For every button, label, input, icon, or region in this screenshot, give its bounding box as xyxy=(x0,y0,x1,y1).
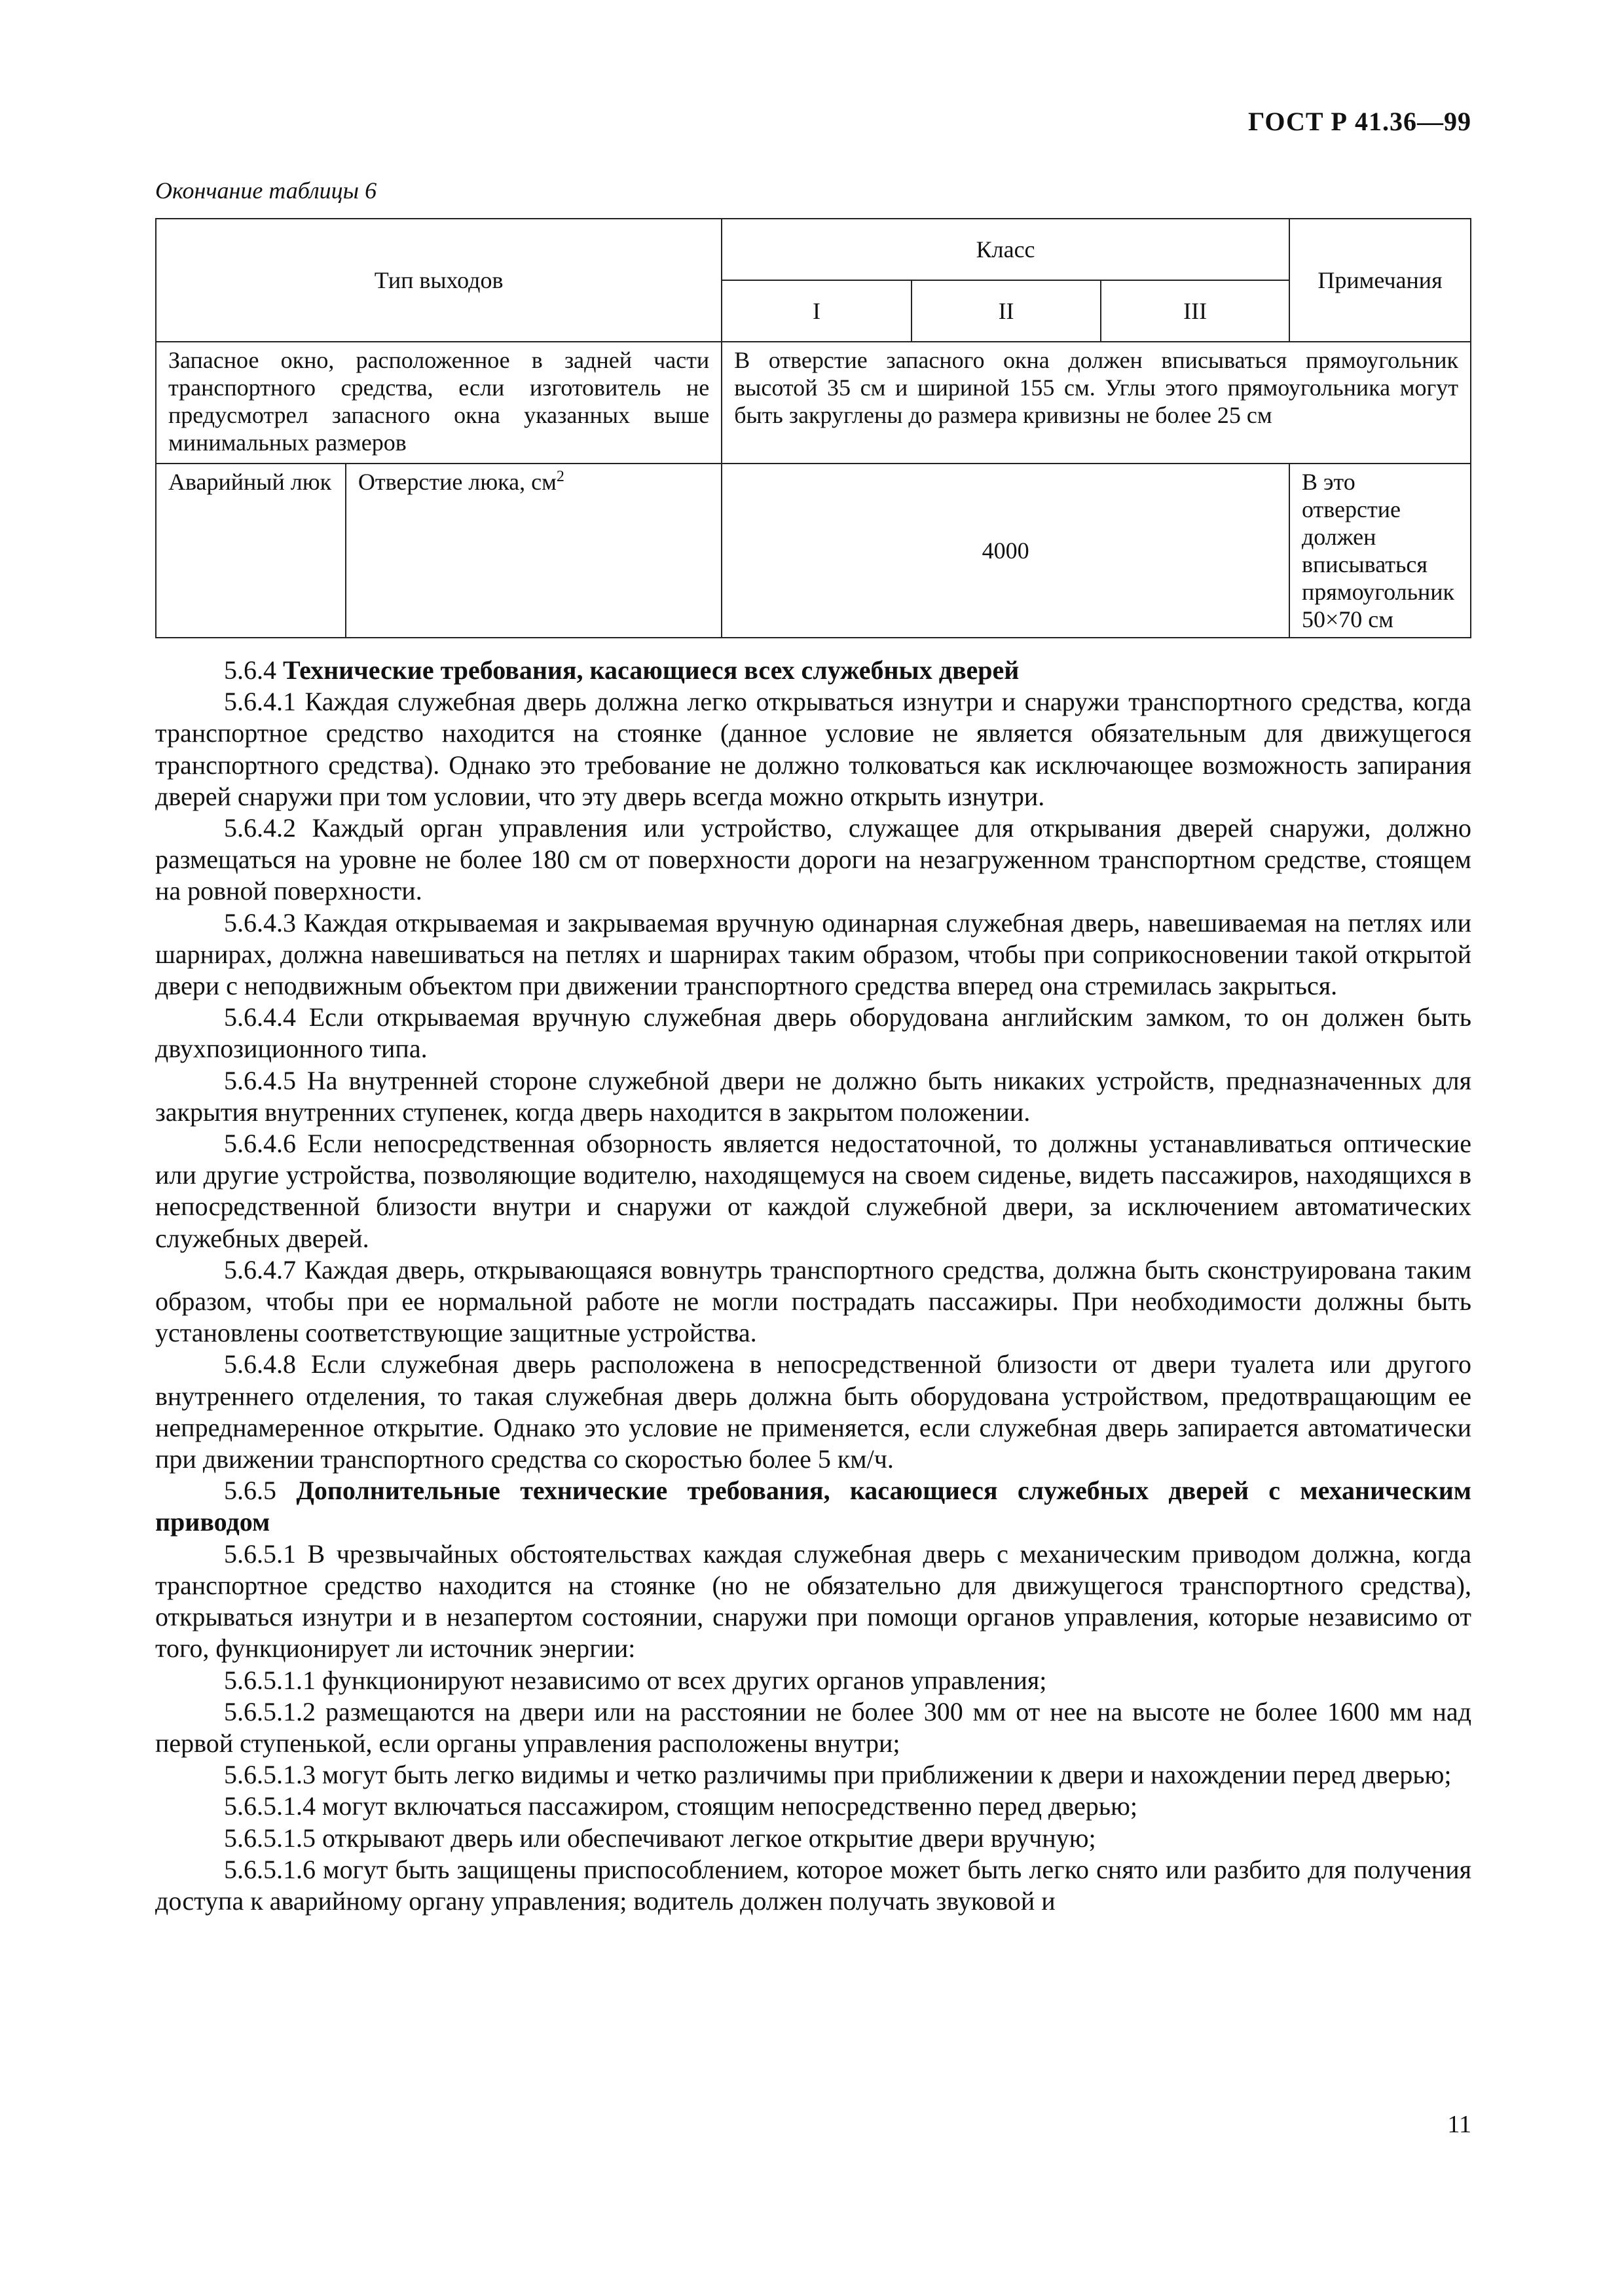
section-5-6-5-title: Дополнительные технические требования, касающиеся служебных дверей с механическим приводом xyxy=(155,1476,1472,1537)
para-5-6-4-2: 5.6.4.2 Каждый орган управления или устройство, служащее для открывания дверей снаружи, должно размещаться на уровне не более 180 см от поверхности дороги на незагруженном транспортном средстве, стоящем на ровной поверхности. xyxy=(155,813,1471,906)
row-hatch-value: 4000 xyxy=(722,464,1289,638)
para-5-6-5-1-2: 5.6.5.1.2 размещаются на двери или на расстоянии не более 300 мм от нее на высоте не более 1600 мм над первой ступенькой, если органы управления расположены внутри; xyxy=(155,1696,1471,1758)
row-emergency-window-spec: В отверстие запасного окна должен вписываться прямоугольник высотой 35 см и шириной 155 см. Углы этого прямоугольника могут быть закруглены до размера кривизны не более 25 см xyxy=(722,342,1471,464)
exits-table xyxy=(155,218,1471,638)
standard-code: ГОСТ Р 41.36—99 xyxy=(1247,107,1471,136)
header-class-iii: III xyxy=(1101,280,1289,342)
para-5-6-4-5: 5.6.4.5 На внутренней стороне служебной двери не должно быть никаких устройств, предназначенных для закрытия внутренних ступенек, когда дверь находится в закрытом положении. xyxy=(155,1065,1471,1127)
table-caption: Окончание таблицы 6 xyxy=(155,177,377,204)
row-hatch-type: Аварийный люк xyxy=(156,464,346,638)
header-exit-type: Тип выходов xyxy=(156,219,722,342)
row-emergency-window-type: Запасное окно, расположенное в задней части транспортного средства, если изготовитель не предусмотрел запасного окна указанных выше минимальных размеров xyxy=(156,342,722,464)
para-5-6-4-3: 5.6.4.3 Каждая открываемая и закрываемая вручную одинарная служебная дверь, навешиваемая на петлях или шарнирах, должна навешиваться на петлях и шарнирах таким образом, чтобы при соприкосновении такой открытой двери с неподвижным объектом при движении транспортного средства вперед она стремилась закрыться. xyxy=(155,907,1471,1001)
para-5-6-5-1-3: 5.6.5.1.3 могут быть легко видимы и четко различимы при приближении к двери и нахождении перед дверью; xyxy=(224,1760,1452,1790)
section-5-6-4-heading xyxy=(155,655,1471,686)
para-5-6-5-1-4: 5.6.5.1.4 могут включаться пассажиром, стоящим непосредственно перед дверью; xyxy=(224,1791,1137,1821)
body-text xyxy=(155,655,1471,1917)
section-5-6-4-title: Технические требования, касающиеся всех служебных дверей xyxy=(283,655,1020,685)
para-5-6-4-4: 5.6.4.4 Если открываемая вручную служебная дверь оборудована английским замком, то он должен быть двухпозиционного типа. xyxy=(155,1002,1471,1064)
header-class: Класс xyxy=(722,219,1289,280)
hatch-param-sup: 2 xyxy=(556,468,564,485)
para-5-6-4-7: 5.6.4.7 Каждая дверь, открывающаяся вовнутрь транспортного средства, должна быть сконструирована таким образом, чтобы при ее нормальной работе не могли пострадать пассажиры. При необходимости должны быть установлены соответствующие защитные устройства. xyxy=(155,1254,1471,1348)
row-hatch-param xyxy=(346,464,722,638)
section-5-6-4-number: 5.6.4 xyxy=(224,655,276,685)
header-class-ii: II xyxy=(912,280,1101,342)
section-5-6-5-heading xyxy=(155,1475,1471,1538)
row-hatch-note: В это отверстие должен вписываться прямоугольник 50×70 см xyxy=(1289,464,1471,638)
para-5-6-5-1: 5.6.5.1 В чрезвычайных обстоятельствах каждая служебная дверь с механическим приводом должна, когда транспортное средство находится на стоянке (но не обязательно для движущегося транспортного средства), открываться изнутри и в незапертом состоянии, снаружи при помощи органов управления, которые независимо от того, функционирует ли источник энергии: xyxy=(155,1539,1471,1664)
para-5-6-4-8: 5.6.4.8 Если служебная дверь расположена в непосредственной близости от двери туалета или другого внутреннего отделения, то такая служебная дверь должна быть оборудована устройством, предотвращающим ее непреднамеренное открытие. Однако это условие не применяется, если служебная дверь запирается автоматически при движении транспортного средства со скоростью более 5 км/ч. xyxy=(155,1349,1471,1474)
para-5-6-5-1-5: 5.6.5.1.5 открывают дверь или обеспечивают легкое открытие двери вручную; xyxy=(224,1823,1096,1853)
para-5-6-4-1: 5.6.4.1 Каждая служебная дверь должна легко открываться изнутри и снаружи транспортного средства, когда транспортное средство находится на стоянке (данное условие не является обязательным для движущегося транспортного средства). Однако это требование не должно толковаться как исключающее возможность запирания дверей снаружи при том условии, что эту дверь всегда можно открыть изнутри. xyxy=(155,687,1471,811)
para-5-6-5-1-1: 5.6.5.1.1 функционируют независимо от всех других органов управления; xyxy=(224,1665,1047,1695)
para-5-6-4-6: 5.6.4.6 Если непосредственная обзорность является недостаточной, то должны устанавливаться оптические или другие устройства, позволяющие водителю, находящемуся на своем сиденье, видеть пассажиров, находящихся в непосредственной близости внутри и снаружи от каждой служебной двери, за исключением автоматических служебных дверей. xyxy=(155,1129,1471,1253)
hatch-param-text: Отверстие люка, см xyxy=(358,469,557,495)
page-number: 11 xyxy=(1447,2111,1471,2138)
section-5-6-5-number: 5.6.5 xyxy=(224,1476,276,1506)
header-notes: Примечания xyxy=(1289,219,1471,342)
header-class-i: I xyxy=(722,280,912,342)
para-5-6-5-1-6: 5.6.5.1.6 могут быть защищены приспособлением, которое может быть легко снято или разбито для получения доступа к аварийному органу управления; водитель должен получать звуковой и xyxy=(155,1854,1471,1916)
